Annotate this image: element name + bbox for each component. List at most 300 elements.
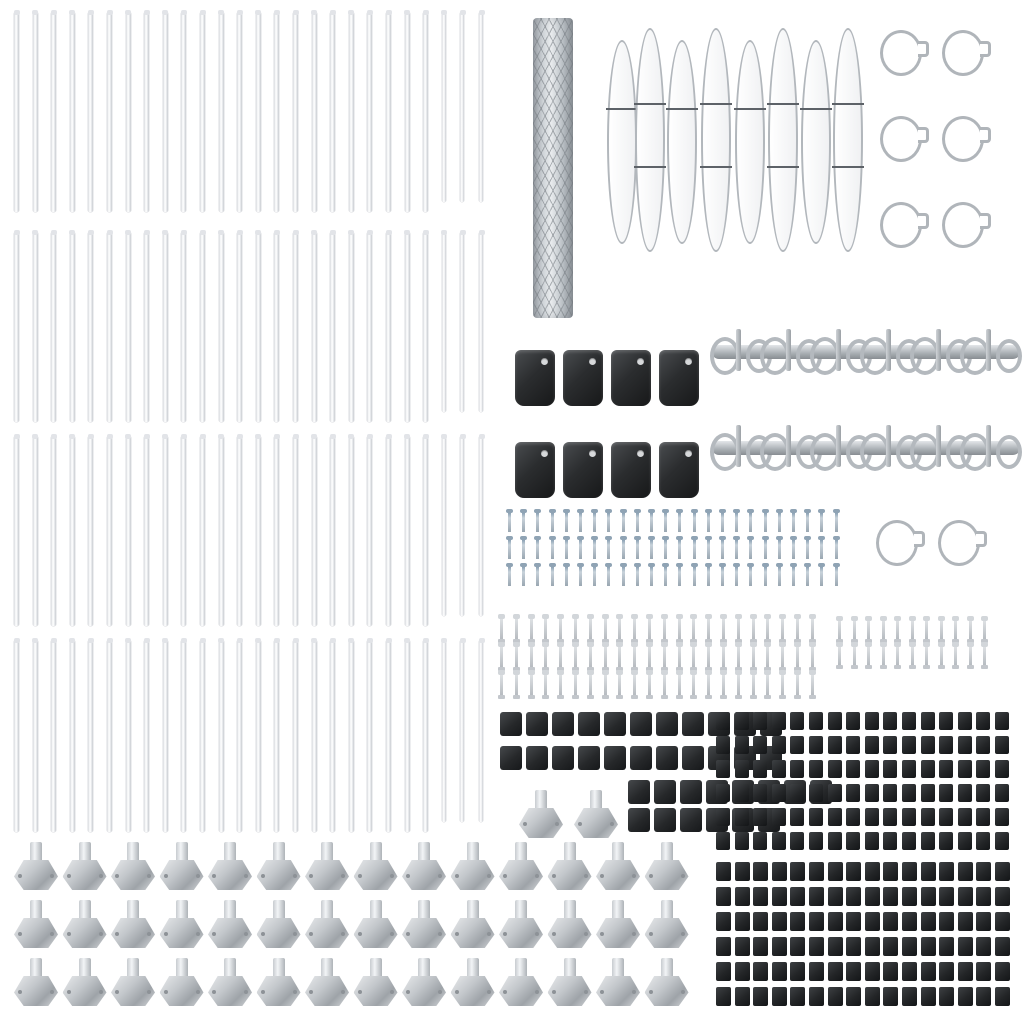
post-cap [69, 434, 75, 439]
square-cap [958, 736, 972, 754]
screw-head [563, 509, 570, 513]
screw-head [733, 563, 740, 567]
bolt-head [676, 642, 683, 647]
screw [565, 566, 568, 586]
clamp-bolt [936, 329, 941, 371]
bolt [515, 646, 518, 668]
square-cap [976, 760, 990, 778]
wire-loop [701, 28, 731, 252]
fence-post [256, 232, 261, 422]
screw-head [691, 509, 698, 513]
fence-post [163, 436, 168, 626]
rail-clamp [962, 431, 1020, 475]
bolt-head [602, 670, 609, 675]
fence-post [312, 436, 317, 626]
screw [593, 539, 596, 559]
square-cap [753, 887, 768, 906]
fence-post [479, 232, 483, 412]
square-cap [828, 862, 843, 881]
screw-head [634, 536, 641, 540]
screw [607, 566, 610, 586]
screw [678, 512, 681, 532]
bolt [752, 674, 755, 696]
screw-head [620, 563, 627, 567]
post-cap [311, 230, 317, 235]
bolt-head [498, 614, 505, 619]
bolt-head [542, 670, 549, 675]
tension-c-clip [942, 116, 984, 162]
fence-post [386, 436, 391, 626]
screw [664, 512, 667, 532]
square-cap [552, 712, 574, 736]
clamp-ring-right [996, 435, 1022, 469]
base-plate [160, 900, 204, 950]
base-hole [164, 990, 168, 994]
square-cap [735, 937, 750, 956]
screw [622, 539, 625, 559]
bolt [530, 674, 533, 696]
square-cap [939, 937, 954, 956]
post-cap [330, 10, 336, 15]
fence-post [126, 436, 131, 626]
post-dome-cap [515, 442, 555, 498]
square-cap [604, 746, 626, 770]
square-cap [921, 760, 935, 778]
post-cap [293, 230, 299, 235]
post-cap [162, 434, 168, 439]
fence-post [70, 436, 75, 626]
screw-head [719, 563, 726, 567]
square-cap [865, 712, 879, 730]
base-hole [503, 874, 507, 878]
base-plate [208, 842, 252, 892]
bolt-head [967, 642, 974, 647]
post-cap [237, 230, 243, 235]
post-cap [404, 230, 410, 235]
square-cap [716, 736, 730, 754]
bolt-head [894, 642, 901, 647]
bolt [896, 620, 899, 640]
fence-post [126, 12, 131, 212]
post-cap [460, 10, 466, 15]
bolt [752, 618, 755, 640]
square-cap [995, 887, 1010, 906]
screw [820, 539, 823, 559]
base-plate [354, 900, 398, 950]
screw-head [676, 563, 683, 567]
base-hole [632, 874, 636, 878]
tension-c-clip [876, 520, 918, 566]
bolt [589, 646, 592, 668]
square-cap [790, 832, 804, 850]
fence-post [219, 232, 224, 422]
screw [636, 512, 639, 532]
fence-post [405, 12, 410, 212]
base-hole [552, 874, 556, 878]
fence-post [144, 12, 149, 212]
base-plate [257, 900, 301, 950]
fence-post [293, 436, 298, 626]
screw [536, 566, 539, 586]
post-cap [32, 10, 38, 15]
bolt-head [779, 642, 786, 647]
post-cap [293, 434, 299, 439]
post-cap [348, 10, 354, 15]
screw-head [790, 509, 797, 513]
square-cap [790, 736, 804, 754]
bolt-head [661, 614, 668, 619]
post-cap [181, 10, 187, 15]
bolt [692, 646, 695, 668]
bolt-head [528, 614, 535, 619]
fence-post [274, 12, 279, 212]
square-cap [995, 937, 1010, 956]
square-cap [716, 808, 730, 826]
cap-hole [541, 450, 548, 457]
bolt-head [735, 670, 742, 675]
post-cap [479, 230, 485, 235]
bolt-head [923, 642, 930, 647]
screw-head [804, 536, 811, 540]
square-cap [939, 808, 953, 826]
fence-post [293, 232, 298, 422]
base-hole [18, 874, 22, 878]
bolt-head [779, 670, 786, 675]
post-cap [14, 230, 20, 235]
square-cap [921, 962, 936, 981]
tension-c-clip [880, 30, 922, 76]
square-cap [958, 887, 973, 906]
base-hole [552, 932, 556, 936]
screw-head [662, 536, 669, 540]
base-hole [115, 874, 119, 878]
bolt-head [851, 642, 858, 647]
screw [792, 566, 795, 586]
screw [806, 512, 809, 532]
fence-post [460, 232, 464, 412]
tension-c-clip [938, 520, 980, 566]
fence-post [330, 232, 335, 422]
post-cap [423, 638, 429, 643]
square-cap [526, 712, 548, 736]
square-cap-group-grid [716, 712, 1016, 1012]
base-hole [309, 932, 313, 936]
screw [551, 539, 554, 559]
base-hole [212, 932, 216, 936]
square-cap [939, 760, 953, 778]
square-cap [772, 832, 786, 850]
bolt [766, 618, 769, 640]
square-cap [790, 862, 805, 881]
square-cap [828, 808, 842, 826]
screw-group [508, 512, 853, 592]
c-clip-tab [980, 127, 991, 143]
bolt-head [779, 614, 786, 619]
bolt [781, 674, 784, 696]
fence-post [330, 12, 335, 212]
screw-head [520, 509, 527, 513]
bolt-head [750, 642, 757, 647]
bolt-head [557, 670, 564, 675]
post-cap [218, 434, 224, 439]
square-cap [716, 987, 731, 1006]
bolt-head [587, 642, 594, 647]
square-cap [604, 712, 626, 736]
post-cap [237, 638, 243, 643]
square-cap [865, 760, 879, 778]
c-clip-tab [980, 213, 991, 229]
screw [749, 539, 752, 559]
base-hole [600, 932, 604, 936]
fence-post [330, 436, 335, 626]
post-cap [162, 230, 168, 235]
base-plate [305, 900, 349, 950]
screw-head [534, 536, 541, 540]
screw [707, 539, 710, 559]
bolt-nut [616, 695, 623, 699]
square-cap [828, 937, 843, 956]
post-cap [274, 230, 280, 235]
square-cap [958, 784, 972, 802]
screw [721, 512, 724, 532]
bolt-head [542, 642, 549, 647]
bolt-head [646, 614, 653, 619]
bolt-head [720, 670, 727, 675]
square-cap [939, 962, 954, 981]
bolt-head [809, 642, 816, 647]
square-cap [716, 832, 730, 850]
bolt [707, 618, 710, 640]
bolt-head [880, 616, 887, 621]
screw [792, 539, 795, 559]
c-clip-tab [918, 127, 929, 143]
square-cap [958, 808, 972, 826]
bolt [692, 618, 695, 640]
square-cap [921, 887, 936, 906]
bolt [500, 618, 503, 640]
square-cap [753, 832, 767, 850]
bolt-nut [894, 665, 901, 669]
base-plate [257, 842, 301, 892]
base-hole [341, 874, 345, 878]
bolt-head [865, 616, 872, 621]
post-cap [32, 230, 38, 235]
post-cap [348, 638, 354, 643]
bolt-nut [720, 695, 727, 699]
post-cap [107, 230, 113, 235]
base-hole [390, 932, 394, 936]
square-cap [902, 962, 917, 981]
base-plate [499, 958, 543, 1008]
fence-post [256, 436, 261, 626]
screw-head [818, 536, 825, 540]
screw [622, 512, 625, 532]
square-cap [883, 808, 897, 826]
post-cap [311, 10, 317, 15]
bolt-head [764, 642, 771, 647]
base-hole [196, 932, 200, 936]
square-cap [995, 912, 1010, 931]
bolt-nut [809, 695, 816, 699]
square-cap [809, 784, 823, 802]
c-clip-tab [976, 531, 987, 547]
bolt [515, 674, 518, 696]
screw [551, 512, 554, 532]
screw [820, 512, 823, 532]
bolt-nut [794, 695, 801, 699]
bolt [515, 618, 518, 640]
bolt-head [528, 642, 535, 647]
post-cap [162, 10, 168, 15]
screw [607, 539, 610, 559]
wire-loop [833, 28, 863, 252]
base-plate [451, 900, 495, 950]
bolt-nut [865, 665, 872, 669]
bolt [811, 674, 814, 696]
base-hole [212, 990, 216, 994]
bolt [633, 618, 636, 640]
bolt [663, 618, 666, 640]
clamp-bolt [836, 425, 841, 467]
fence-post [70, 12, 75, 212]
screw-head [577, 536, 584, 540]
screw [636, 566, 639, 586]
base-hole [115, 990, 119, 994]
bolt [882, 646, 885, 666]
bolt-head [909, 642, 916, 647]
bolt-head [794, 614, 801, 619]
screw [693, 566, 696, 586]
screw-head [705, 563, 712, 567]
base-hole [600, 990, 604, 994]
base-plate [111, 958, 155, 1008]
post-cap [255, 10, 261, 15]
base-hole [99, 932, 103, 936]
base-hole [115, 932, 119, 936]
screw-head [549, 536, 556, 540]
bolt-head [952, 642, 959, 647]
bolt [692, 674, 695, 696]
square-cap [753, 736, 767, 754]
fence-post [479, 436, 483, 616]
bolt [559, 618, 562, 640]
bolt [559, 674, 562, 696]
screw [778, 512, 781, 532]
bolt-head [587, 614, 594, 619]
bolt-nut [735, 695, 742, 699]
base-plate [451, 958, 495, 1008]
screw-head [549, 563, 556, 567]
square-cap [735, 987, 750, 1006]
bolt-head [938, 642, 945, 647]
base-hole [147, 874, 151, 878]
base-hole [99, 990, 103, 994]
bolt [500, 674, 503, 696]
square-cap [995, 760, 1009, 778]
square-cap [716, 760, 730, 778]
base-plate [111, 842, 155, 892]
bolt [648, 646, 651, 668]
bolt-group [500, 618, 830, 703]
screw-head [520, 536, 527, 540]
screw-head [804, 563, 811, 567]
post-cap [107, 10, 113, 15]
bolt-head [646, 670, 653, 675]
screw [749, 566, 752, 586]
bolt-nut [498, 695, 505, 699]
screw [579, 539, 582, 559]
bolt [574, 674, 577, 696]
cap-hole [637, 450, 644, 457]
base-hole [584, 874, 588, 878]
bolt [663, 646, 666, 668]
square-cap [902, 784, 916, 802]
post-cap [107, 638, 113, 643]
fence-post [349, 12, 354, 212]
bolt-head [923, 616, 930, 621]
base-hole [503, 990, 507, 994]
screw [678, 539, 681, 559]
post-cap [441, 434, 447, 439]
fence-post [181, 436, 186, 626]
square-cap [809, 736, 823, 754]
post-cap [181, 230, 187, 235]
base-plate [645, 842, 689, 892]
screw-head [506, 509, 513, 513]
bolt-head [735, 614, 742, 619]
post-cap [423, 230, 429, 235]
base-plate [305, 842, 349, 892]
fence-post [107, 232, 112, 422]
bolt-head [690, 614, 697, 619]
base-hole [390, 990, 394, 994]
post-cap [125, 434, 131, 439]
base-plate [548, 900, 592, 950]
post-cap [69, 638, 75, 643]
square-cap [939, 736, 953, 754]
screw [721, 539, 724, 559]
screw-head [662, 509, 669, 513]
base-hole [67, 874, 71, 878]
square-cap [921, 736, 935, 754]
square-cap [902, 760, 916, 778]
screw-head [577, 509, 584, 513]
square-cap [790, 937, 805, 956]
square-cap [976, 712, 990, 730]
base-plate [596, 958, 640, 1008]
square-cap [976, 962, 991, 981]
screw-head [577, 563, 584, 567]
fence-post [51, 12, 56, 212]
base-hole [358, 874, 362, 878]
square-cap [753, 862, 768, 881]
post-cap [88, 638, 94, 643]
bolt [722, 646, 725, 668]
bolt-head [513, 670, 520, 675]
post-cap [404, 10, 410, 15]
square-cap [809, 808, 823, 826]
square-cap [809, 987, 824, 1006]
base-plate [257, 958, 301, 1008]
square-cap [753, 712, 767, 730]
wire-tie [634, 166, 666, 168]
bolt [983, 646, 986, 666]
square-cap [656, 712, 678, 736]
bolt [796, 674, 799, 696]
fence-post [163, 12, 168, 212]
bolt-nut [705, 695, 712, 699]
post-cap [200, 434, 206, 439]
